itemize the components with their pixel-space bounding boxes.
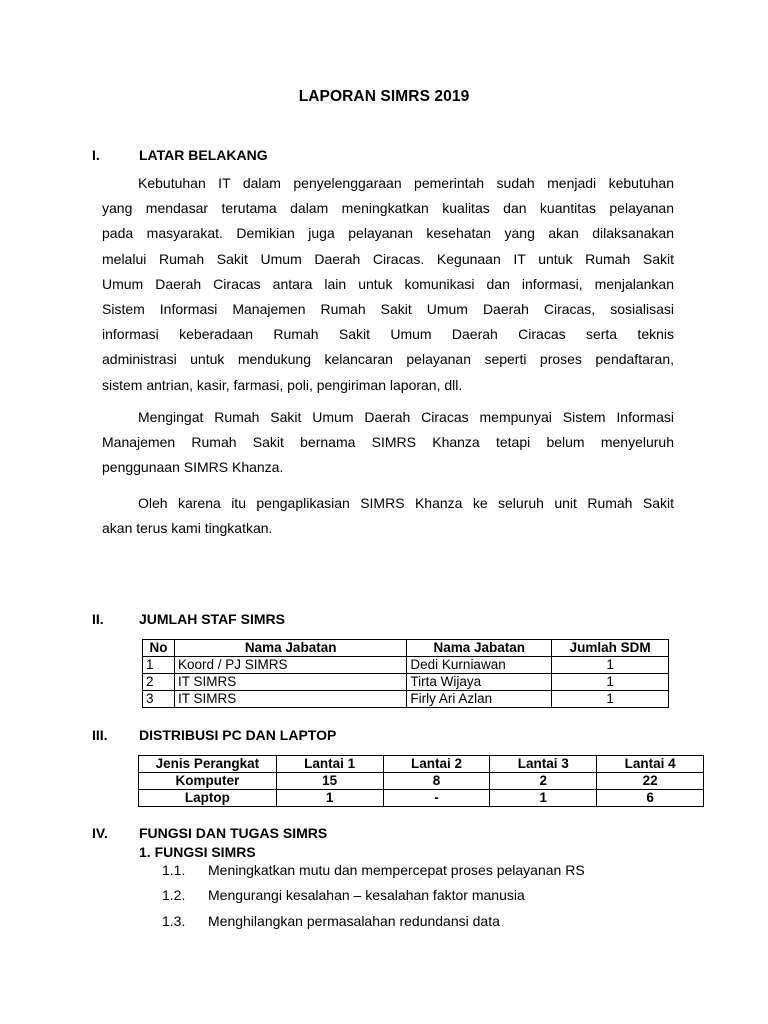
table-header-row	[143, 640, 669, 657]
table-cell: 3	[143, 691, 175, 708]
table-cell: 1	[552, 691, 669, 708]
list-item: Meningkatkan mutu dan mempercepat proses pelayanan RS	[208, 862, 585, 878]
list-item-number: 1.3.	[162, 913, 186, 929]
table-cell: IT SIMRS	[174, 691, 406, 708]
table-header-cell: Nama Jabatan	[407, 640, 552, 657]
list-item: Mengurangi kesalahan – kesalahan faktor manusia	[208, 887, 525, 903]
table-row	[143, 657, 669, 674]
text-line: melalui Rumah Sakit Umum Daerah Ciracas. Kegunaan IT untuk Rumah Sakit	[102, 250, 674, 267]
text-line: Manajemen Rumah Sakit bernama SIMRS Khanza tetapi belum menyeluruh	[102, 434, 674, 451]
table-cell: Tirta Wijaya	[407, 674, 552, 691]
table-header-cell: No	[143, 640, 175, 657]
section-number: IV.	[92, 825, 108, 841]
paragraph-latar-1	[102, 171, 674, 398]
table-cell: -	[383, 790, 490, 807]
table-cell: 8	[383, 773, 490, 790]
text-line: yang mendasar terutama dalam meningkatkan kualitas dan kuantitas pelayanan	[102, 200, 674, 217]
table-cell: IT SIMRS	[174, 674, 406, 691]
staff-table	[142, 639, 669, 708]
table-cell: 15	[276, 773, 383, 790]
table-cell: 1	[552, 657, 669, 674]
paragraph-latar-3	[102, 491, 674, 541]
table-header-cell: Lantai 2	[383, 756, 490, 773]
section-number: I.	[92, 147, 100, 163]
text-line: Mengingat Rumah Sakit Umum Daerah Ciracas mempunyai Sistem Informasi	[138, 409, 674, 425]
list-item-number: 1.1.	[162, 862, 186, 878]
table-cell: 2	[143, 674, 175, 691]
section-title: FUNGSI DAN TUGAS SIMRS	[139, 825, 328, 841]
section-title: LATAR BELAKANG	[139, 147, 268, 163]
table-cell: 1	[143, 657, 175, 674]
text-line: Kebutuhan IT dalam penyelenggaraan pemerintah sudah menjadi kebutuhan	[138, 175, 674, 191]
table-row	[139, 773, 704, 790]
table-header-cell: Nama Jabatan	[174, 640, 406, 657]
table-header-cell: Lantai 3	[490, 756, 597, 773]
table-row	[139, 790, 704, 807]
table-cell: 6	[597, 790, 704, 807]
text-line: Umum Daerah Ciracas antara lain untuk komunikasi dan informasi, menjalankan	[102, 275, 674, 292]
text-line: Sistem Informasi Manajemen Rumah Sakit Umum Daerah Ciracas, sosialisasi	[102, 300, 674, 317]
table-cell: Laptop	[139, 790, 277, 807]
table-cell: Dedi Kurniawan	[407, 657, 552, 674]
list-item: Menghilangkan permasalahan redundansi data	[208, 913, 500, 929]
text-line: akan terus kami tingkatkan.	[102, 520, 273, 537]
document-title: LAPORAN SIMRS 2019	[298, 88, 470, 105]
table-header-cell: Lantai 4	[597, 756, 704, 773]
table-header-cell: Lantai 1	[276, 756, 383, 773]
table-cell: Koord / PJ SIMRS	[174, 657, 406, 674]
table-header-cell: Jenis Perangkat	[139, 756, 277, 773]
distribution-table	[138, 755, 704, 807]
section-title: DISTRIBUSI PC DAN LAPTOP	[139, 727, 337, 743]
text-line: Oleh karena itu pengaplikasian SIMRS Khanza ke seluruh unit Rumah Sakit	[138, 495, 674, 511]
table-cell: 2	[490, 773, 597, 790]
text-line: penggunaan SIMRS Khanza.	[102, 459, 284, 476]
table-cell: 22	[597, 773, 704, 790]
table-cell: Firly Ari Azlan	[407, 691, 552, 708]
table-row	[143, 691, 669, 708]
section-number: III.	[92, 727, 108, 743]
table-header-cell: Jumlah SDM	[552, 640, 669, 657]
text-line: sistem antrian, kasir, farmasi, poli, pengiriman laporan, dll.	[102, 376, 463, 393]
text-line: administrasi untuk mendukung kelancaran pelayanan seperti proses pendaftaran,	[102, 351, 674, 368]
list-item-number: 1.2.	[162, 887, 186, 903]
section-number: II.	[92, 611, 104, 627]
table-cell: 1	[490, 790, 597, 807]
table-cell: 1	[552, 674, 669, 691]
subsection-title: 1. FUNGSI SIMRS	[139, 844, 256, 860]
table-cell: 1	[276, 790, 383, 807]
table-cell: Komputer	[139, 773, 277, 790]
table-row	[143, 674, 669, 691]
text-line: pada masyarakat. Demikian juga pelayanan kesehatan yang akan dilaksanakan	[102, 225, 674, 242]
table-header-row	[139, 756, 704, 773]
section-title: JUMLAH STAF SIMRS	[139, 611, 285, 627]
text-line: informasi keberadaan Rumah Sakit Umum Daerah Ciracas serta teknis	[102, 326, 674, 343]
paragraph-latar-2	[102, 405, 674, 481]
